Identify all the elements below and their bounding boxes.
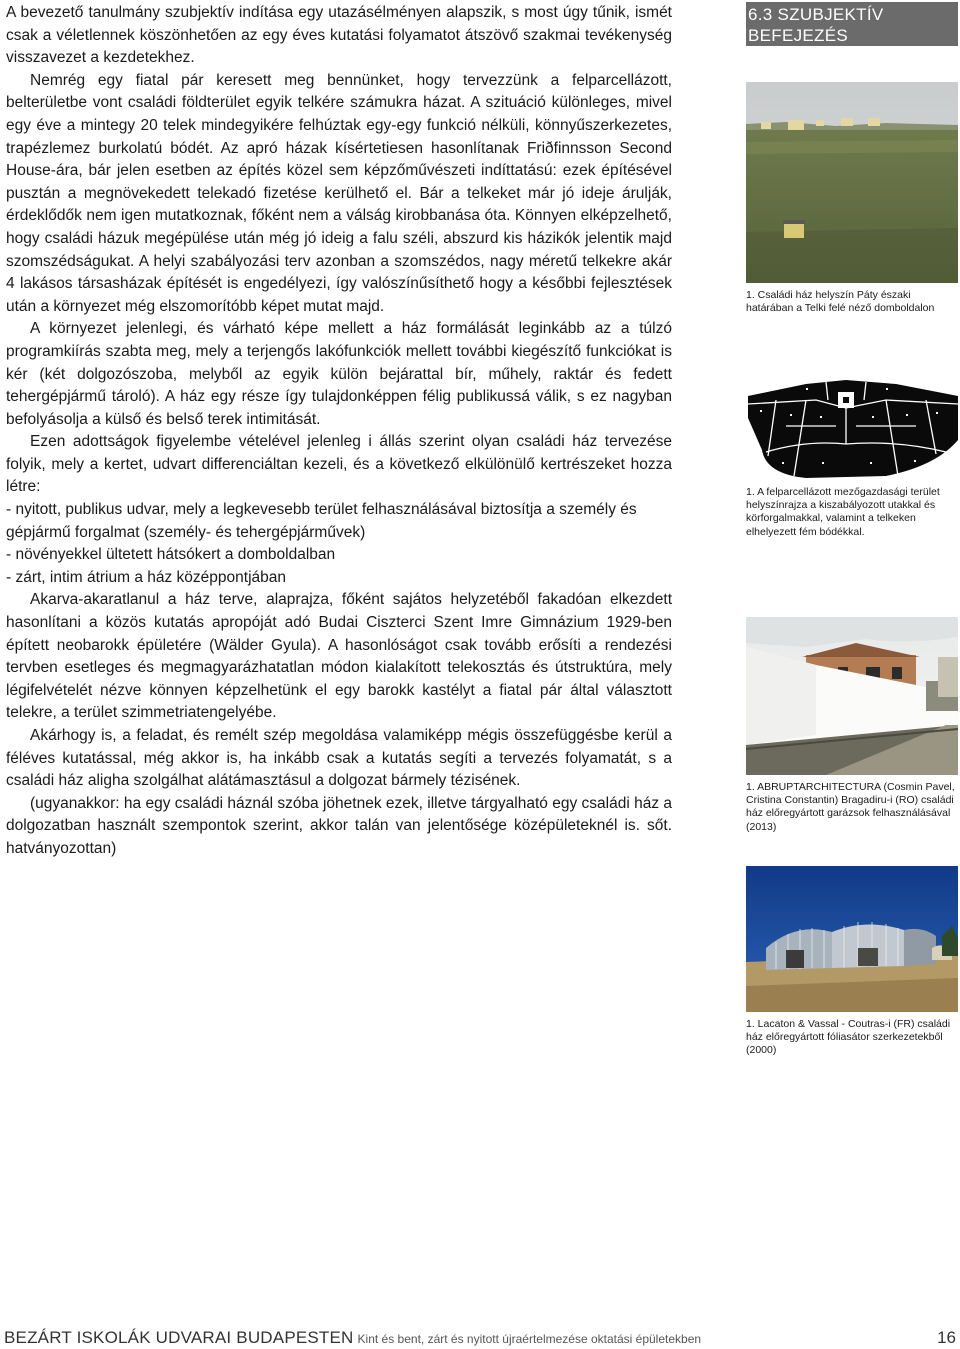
paragraph-considerations: Ezen adottságok figyelembe vételével jelenleg i állás szerint olyan családi ház tervezése folyik, mely a kertet, udvart differenciáltan kezeli, és a következő elkülönülő kertrészeket hozza létre: bbox=[6, 433, 672, 496]
paragraph-environment: A környezet jelenlegi, és várható képe mellett a ház formálását leginkább az a túlzó programkiírás szabta meg, mely a terjengős lakófunkciók mellett további kiegészítő funkciókat is kér (két dolgozószoba, melyből az egyik külön bejárattal bír, műhely, raktár és fedett tehergépjármű tároló). A ház egy része így tulajdonképpen félig publikussá válik, s ez nagyban befolyásolja a külső és belső terek intimitását. bbox=[6, 320, 672, 428]
figure-caption: 1. ABRUPTARCHITECTURA (Cosmin Pavel, Cristina Constantin) Bragadiru-i (RO) családi ház előregyártott garázsok felhasználásával (2013) bbox=[746, 781, 955, 833]
paragraph-intro: A bevezető tanulmány szubjektív indítása egy utazásélményen alapszik, s most úgy tűnik, ismét csak a véletlennek köszönhetően az egy éves kutatási folyamatot átszövő szakmai tevékenység visszavezet a kezdetekhez. bbox=[6, 4, 672, 67]
section-heading: 6.3 SZUBJEKTÍV BEFEJEZÉS bbox=[746, 2, 958, 46]
site-plan-image bbox=[746, 370, 958, 480]
footer-subtitle: Kint és bent, zárt és nyitott újraértelmezése oktatási épületekben bbox=[357, 1332, 702, 1346]
figure-caption: 1. Lacaton & Vassal - Coutras-i (FR) családi ház előregyártott fóliasátor szerkezetekből (2000) bbox=[746, 1018, 951, 1057]
paragraph-anyway: Akárhogy is, a feladat, és remélt szép megoldása valamiképp mégis összefüggésbe kerül a féléves kutatással, még akkor is, ha inkább csak a kutatás segíti a tervezés folyamatát, s a családi ház aligha szolgálhat alátámasztásul a dolgozat bármely tézisének. bbox=[6, 727, 672, 790]
figure-caption: 1. A felparcellázott mezőgazdasági terület helyszínrajza a kiszabályozott utakkal és körforgalmakkal, valamint a telkeken elhelyezett fém bódékkal. bbox=[746, 486, 940, 538]
figure-site-plan bbox=[746, 370, 958, 539]
list-item: - nyitott, publikus udvar, mely a legkevesebb terület felhasználásával biztosítja a személy és gépjármű forgalmat (személy- és tehergépjárművek) bbox=[6, 501, 637, 541]
footer-title: BEZÁRT ISKOLÁK UDVARAI BUDAPESTEN bbox=[4, 1328, 354, 1347]
paragraph-couple: Nemrég egy fiatal pár keresett meg bennünket, hogy tervezzünk a felparcellázott, belterületbe vont családi földterület egyik telkére számukra házat. A szituáció különleges, mivel egy éve a mintegy 20 telek mindegyikére felhúztak egy-egy funkció nélküli, könnyűszerkezetes, trapézlemez burkolatú bódét. Az apró házak kísértetiesen hasonlítanak Friðfinnsson Second House-ára, bár jelen esetben az építés közel sem képzőművészeti indíttatású: ezek építésével pusztán a megnövekedett telekadó fizetése kerülhető el. Bár a telkeket már jó ideje árulják, érdeklődők nem igen mutatkoznak, főként nem a válság kirobbanása óta. Könnyen elképzelhető, hogy családi házuk megépülése után még jó ideig a falu széli, abszurd kis házikók jelentik majd szomszédságukat. A helyi szabályozási terv azonban a szomszédos, nagy méretű telkekre akár 4 lakásos társasházak építését is engedélyezi, így valószínűsíthető hogy a későbbi fejlesztések után a környezet még elszomorítóbb képet mutat majd. bbox=[6, 71, 672, 315]
paragraph-similarity: Akarva-akaratlanul a ház terve, alaprajza, főként sajátos helyzetéből fakadóan elkezdett hasonlítani a közös kutatás apropóját adó Budai Ciszterci Szent Imre Gimnázium 1929-ben épített neobarokk épületére (Wälder Gyula). A hasonlóságot csak tovább erősíti a rendezési tervben esetleges és megmagyarázhatatlan módon kialakított telekosztás és útstruktúra, mely légifelvételét nézve könnyen képzelhetünk el egy barokk kastélyt a fiatal pár által választott telekre, a terület szimmetriatengelyébe. bbox=[6, 591, 672, 722]
page-footer bbox=[4, 1328, 958, 1348]
figure-site-photo bbox=[746, 82, 958, 315]
figure-lacaton-vassal bbox=[746, 866, 958, 1058]
page-number: 16 bbox=[937, 1328, 956, 1347]
lacaton-vassal-image bbox=[746, 866, 958, 1012]
list-item: - növényekkel ültetett hátsókert a domboldalban bbox=[6, 546, 336, 564]
paragraph-aside: (ugyanakkor: ha egy családi háznál szóba jöhetnek ezek, illetve tárgyalható egy családi ház a dolgozatban használt szempontok szerint, akkor talán van jelentősége középületeknél is. sőt. hatványozottan) bbox=[6, 794, 672, 857]
site-photo-image bbox=[746, 82, 958, 283]
list-item: - zárt, intim átrium a ház középpontjában bbox=[6, 568, 286, 586]
figure-caption: 1. Családi ház helyszín Páty északi határában a Telki felé néző domboldalon bbox=[746, 289, 935, 315]
figure-abrupt-house bbox=[746, 617, 958, 834]
main-text-column bbox=[6, 2, 672, 861]
abrupt-house-image bbox=[746, 617, 958, 775]
